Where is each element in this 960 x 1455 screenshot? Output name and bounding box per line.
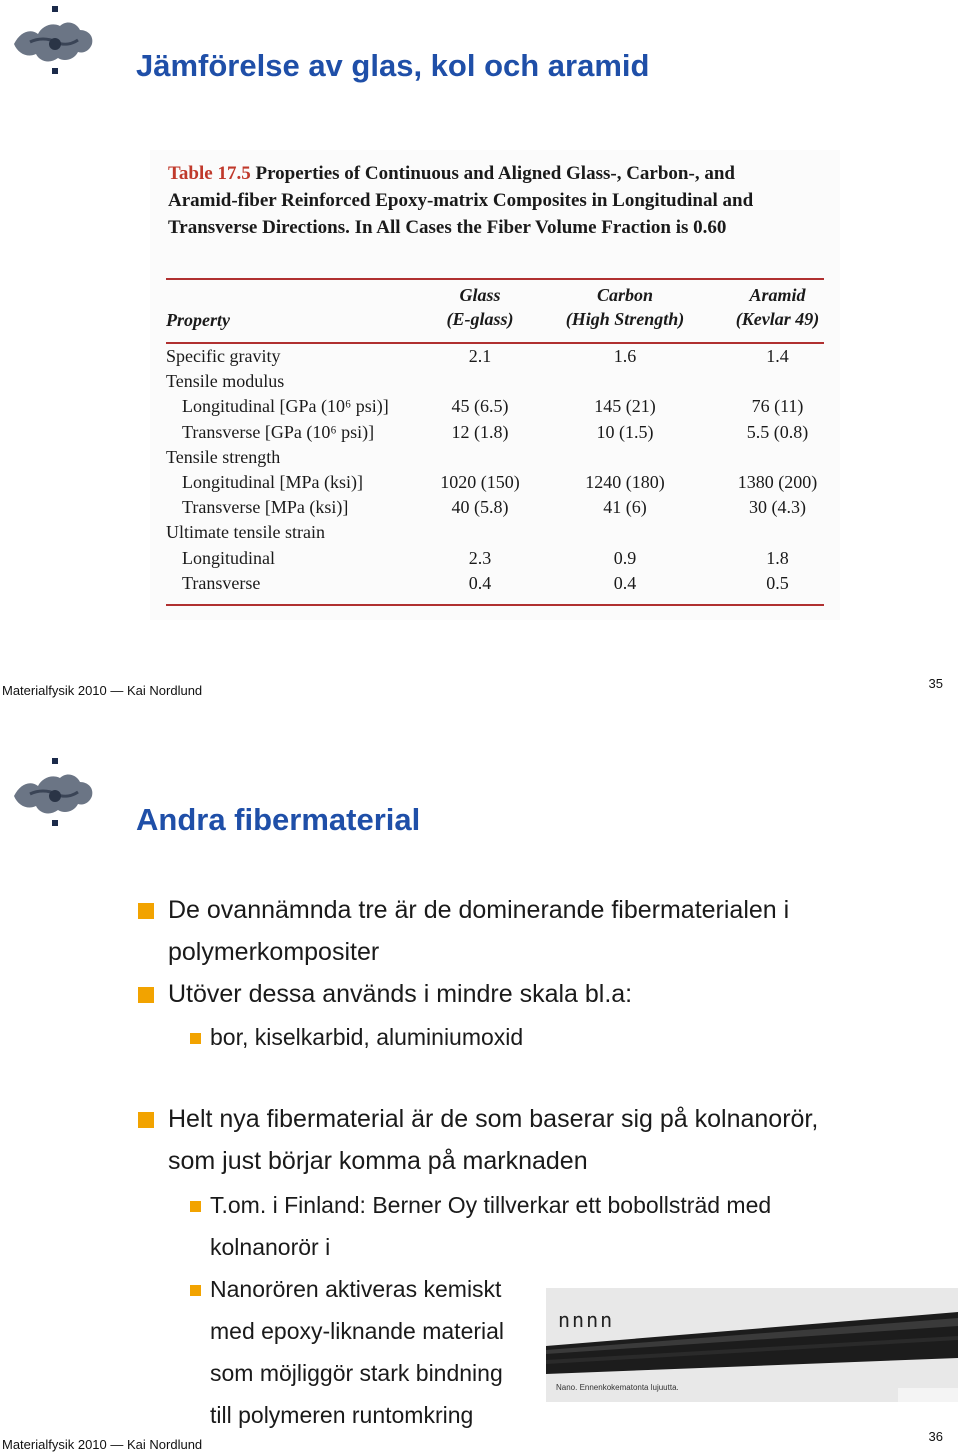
slide-title: Andra fibermaterial xyxy=(136,802,421,837)
bullet-marker-icon xyxy=(138,903,154,919)
university-logo-icon xyxy=(8,4,98,84)
table-bottom-rule xyxy=(166,604,824,606)
table-cell-aramid: 0.5 xyxy=(766,573,789,593)
header-property: Property xyxy=(166,310,230,330)
bullet-6-line-4: till polymeren runtomkring xyxy=(210,1402,474,1428)
slide-title: Jämförelse av glas, kol och aramid xyxy=(136,48,650,83)
table-cell-glass: 12 (1.8) xyxy=(451,422,509,442)
university-logo-icon xyxy=(8,756,98,836)
bullet-1-line-1: De ovannämnda tre är de dominerande fibermaterialen i xyxy=(168,896,790,924)
bullet-5-line-2: kolnanorör i xyxy=(210,1234,331,1260)
table-row-label: Ultimate tensile strain xyxy=(166,522,325,542)
header-glass-line2: (E-glass) xyxy=(446,309,514,329)
table-cell-carbon: 0.9 xyxy=(613,548,637,568)
table-cell-glass: 0.4 xyxy=(468,573,492,593)
table-row-label: Transverse [GPa (10⁶ psi)] xyxy=(182,422,375,442)
table-row-label: Longitudinal xyxy=(182,548,275,568)
product-image xyxy=(546,1288,958,1402)
table-top-rule xyxy=(166,278,824,280)
bullet-4-line-1: Helt nya fibermaterial är de som baserar sig på kolnanorör, xyxy=(168,1105,819,1133)
table-cell-aramid: 1380 (200) xyxy=(737,472,818,492)
bullet-1-line-2: polymerkompositer xyxy=(168,938,380,966)
bullet-6-line-1: Nanorören aktiveras kemiskt xyxy=(210,1276,502,1302)
table-cell-glass: 40 (5.8) xyxy=(451,497,509,517)
header-carbon-line2: (High Strength) xyxy=(565,309,685,329)
table-cell-carbon: 1.6 xyxy=(613,346,637,366)
bullet-4-line-2: som just börjar komma på marknaden xyxy=(168,1147,588,1175)
table-row-label: Transverse xyxy=(182,573,261,593)
table-cell-aramid: 1.4 xyxy=(766,346,789,366)
table-cell-carbon: 145 (21) xyxy=(594,396,656,416)
bullet-marker-icon xyxy=(138,987,154,1003)
table-row-label: Transverse [MPa (ksi)] xyxy=(182,497,349,517)
table-cell-aramid: 1.8 xyxy=(766,548,789,568)
table-cell-carbon: 0.4 xyxy=(613,573,637,593)
table-row-label: Tensile strength xyxy=(166,447,281,467)
page-number: 36 xyxy=(928,1429,943,1444)
bullet-6-line-3: som möjliggör stark bindning xyxy=(210,1360,503,1386)
table-row-label: Tensile modulus xyxy=(166,371,285,391)
table-row-label: Longitudinal [MPa (ksi)] xyxy=(182,472,363,492)
table-header-rule xyxy=(166,342,824,344)
product-caption: Nano. Ennenkokematonta lujuutta. xyxy=(556,1383,679,1392)
table-cell-carbon: 41 (6) xyxy=(603,497,647,517)
bullet-5-line-1: T.om. i Finland: Berner Oy tillverkar ett bobollsträd med xyxy=(210,1192,772,1218)
table-cell-aramid: 30 (4.3) xyxy=(749,497,806,517)
bullet-3-line-1: bor, kiselkarbid, aluminiumoxid xyxy=(210,1024,524,1050)
table-caption xyxy=(168,160,788,241)
bullet-marker-icon xyxy=(138,1112,154,1128)
scanned-table xyxy=(150,150,840,620)
table-cell-carbon: 10 (1.5) xyxy=(596,422,654,442)
bullet-2-line-1: Utöver dessa används i mindre skala bl.a: xyxy=(168,980,633,1008)
bullet-6-line-2: med epoxy-liknande material xyxy=(210,1318,505,1344)
product-brand-logo: nnnn xyxy=(558,1308,615,1332)
table-cell-glass: 1020 (150) xyxy=(440,472,520,492)
table-row-label: Specific gravity xyxy=(166,346,281,366)
header-glass xyxy=(430,283,530,331)
header-aramid-line2: (Kevlar 49) xyxy=(735,309,820,329)
table-cell-aramid: 5.5 (0.8) xyxy=(746,422,809,442)
table-cell-glass: 2.1 xyxy=(468,346,492,366)
header-carbon xyxy=(560,283,690,331)
sub-bullet-marker-icon xyxy=(190,1285,201,1296)
table-cell-glass: 2.3 xyxy=(468,548,492,568)
header-aramid xyxy=(720,283,835,331)
header-aramid-line1: Aramid xyxy=(749,285,806,305)
table-caption-number: Table 17.5 xyxy=(168,163,251,184)
sub-bullet-marker-icon xyxy=(190,1201,201,1212)
table-cell-aramid: 76 (11) xyxy=(751,396,804,416)
header-carbon-line1: Carbon xyxy=(596,285,654,305)
footer-text: Materialfysik 2010 — Kai Nordlund xyxy=(2,1437,203,1452)
header-glass-line1: Glass xyxy=(459,285,501,305)
footer-text: Materialfysik 2010 — Kai Nordlund xyxy=(2,683,203,698)
table-caption-text: Properties of Continuous and Aligned Glass-, Carbon-, and Aramid-fiber Reinforced Epoxy-matrix Composites in Longitudinal and Transverse Directions. In All Cases the Fiber Volume Fraction is 0.60 xyxy=(168,163,754,238)
table-row-label: Longitudinal [GPa (10⁶ psi)] xyxy=(182,396,389,416)
table-cell-glass: 45 (6.5) xyxy=(451,396,509,416)
sub-bullet-marker-icon xyxy=(190,1033,201,1044)
table-cell-carbon: 1240 (180) xyxy=(585,472,665,492)
page-number: 35 xyxy=(928,676,943,691)
